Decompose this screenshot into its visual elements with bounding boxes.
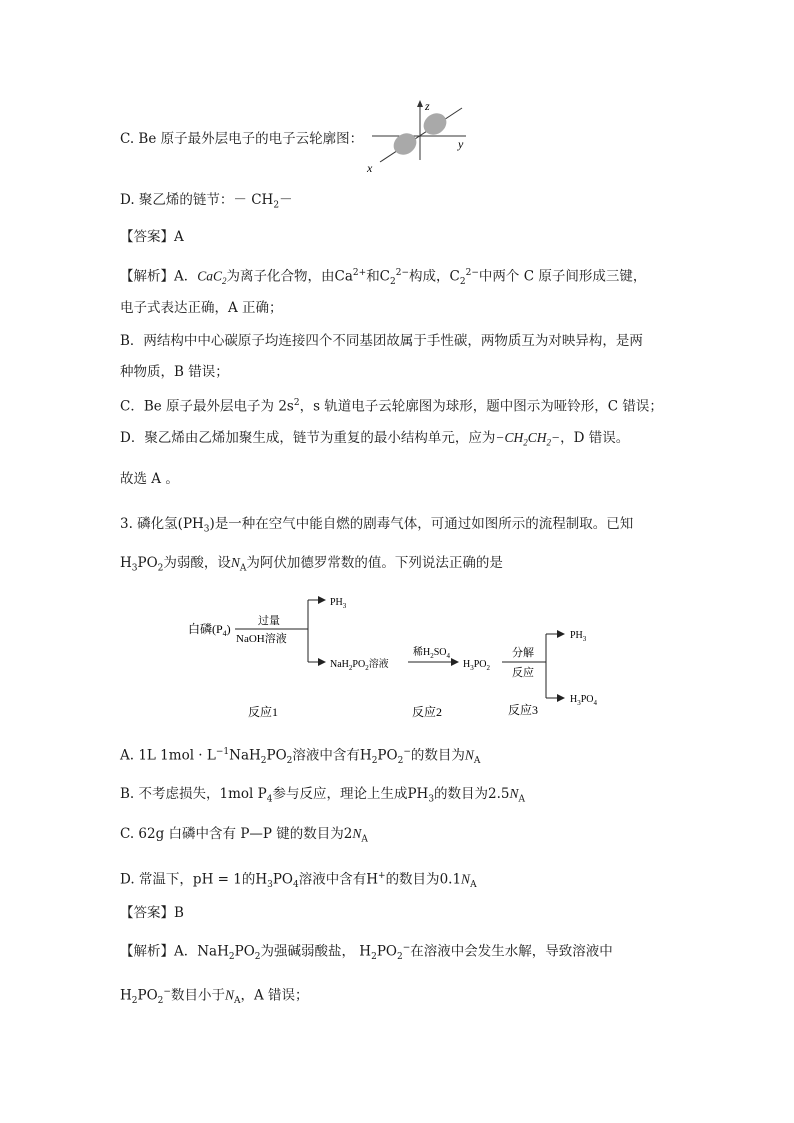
analysis-1-a-line1: 【解析】A．CaC$_2$为离子化合物，由$Ca^{2+}$和$C_2^{2-}$构成，$C_2^{2-}$中两个 C 原子间形成三键， xyxy=(120,268,647,288)
flow-arrow-3-bottom: 反应 xyxy=(512,667,534,679)
analysis-1-d-line: D．聚乙烯由乙烯加聚生成，链节为重复的最小结构单元，应为$-CH_2CH_2-$，D 错误。 xyxy=(120,430,630,448)
orbital-lobe-upper xyxy=(419,109,450,139)
orbital-lobe-lower xyxy=(389,129,420,159)
analysis-1-conclusion: 故选 A 。 xyxy=(120,471,179,487)
z-axis-arrow xyxy=(417,100,423,107)
analysis-1-c-line: C．Be 原子最外层电子为 $2s^2$，s 轨道电子云轮廓图为球形，题中图示为哑铃形，C 错误； xyxy=(120,398,663,415)
z-axis-label: z xyxy=(425,99,430,113)
analysis-2-line2: $H_2PO_2^-$数目小于$N_A$，A 错误； xyxy=(120,987,309,1007)
flow-label-2: 反应2 xyxy=(412,705,443,719)
flow-arrow-2-top: 稀$H_2SO_4$ xyxy=(413,647,451,660)
option-3-a: A. 1L $1mol \cdot L^{-1}NaH_2PO_2$溶液中含有$H_2PO_2^-$的数目为$N_A$ xyxy=(120,747,481,767)
option-d-line: D. 聚乙烯的链节：－ $CH_2-$ xyxy=(120,192,293,211)
flow-h3po4: $H_3PO_4$ xyxy=(570,694,598,707)
p-orbital-diagram xyxy=(362,98,472,176)
flow-diagram xyxy=(180,588,620,723)
question-3-line2: $H_3PO_2$为弱酸，设$N_A$为阿伏加德罗常数的值。下列说法正确的是 xyxy=(120,555,503,574)
answer-1: 【答案】A xyxy=(120,229,184,245)
analysis-1-a-line2: 电子式表达正确，A 正确； xyxy=(120,300,283,316)
answer-2: 【答案】B xyxy=(120,905,184,921)
flow-h3po2: $H_3PO_2$ xyxy=(463,659,491,672)
option-3-c: C. 62g 白磷中含有 P—P 键的数目为$2N_A$ xyxy=(120,826,368,845)
y-axis-label: y xyxy=(458,137,464,151)
option-3-d: D. 常温下，pH = 1的$H_3PO_4$溶液中含有H+的数目为$0.1N_A$ xyxy=(120,871,477,891)
question-3-line1: 3. 磷化氢$(PH_3)$是一种在空气中能自燃的剧毒气体，可通过如图所示的流程制取。已知 xyxy=(120,516,634,535)
flow-ph3-top: $PH_3$ xyxy=(330,597,347,610)
flow-arrow-1-top: 过量 xyxy=(258,615,280,627)
option-c-line xyxy=(120,129,363,149)
flow-ph3-right: $PH_3$ xyxy=(570,630,587,643)
flow-arrow-3-top: 分解 xyxy=(512,647,534,659)
flow-label-1: 反应1 xyxy=(248,705,279,719)
option-3-b: B. 不考虑损失，1mol $P_4$参与反应，理论上生成$PH_3$的数目为$2.5N_A$ xyxy=(120,786,526,805)
analysis-2-line1: 【解析】A．$NaH_2PO_2$为强碱弱酸盐， $H_2PO_2^-$在溶液中会发生水解，导致溶液中 xyxy=(120,943,613,963)
analysis-1-b-line2: 种物质，B 错误； xyxy=(120,364,229,380)
analysis-1-b-line1: B．两结构中中心碳原子均连接四个不同基团故属于手性碳，两物质互为对映异构，是两 xyxy=(120,333,643,349)
flow-arrow-1-bottom: NaOH溶液 xyxy=(236,633,287,645)
flow-label-3: 反应3 xyxy=(508,703,539,717)
x-axis-label: x xyxy=(367,161,373,175)
flow-nah2po2: $NaH_2PO_2$溶液 xyxy=(330,659,389,672)
option-c-text: C. Be 原子最外层电子的电子云轮廓图： xyxy=(120,131,364,147)
flow-start: 白磷$(P_4)$ xyxy=(188,622,231,638)
x-axis xyxy=(380,108,462,162)
